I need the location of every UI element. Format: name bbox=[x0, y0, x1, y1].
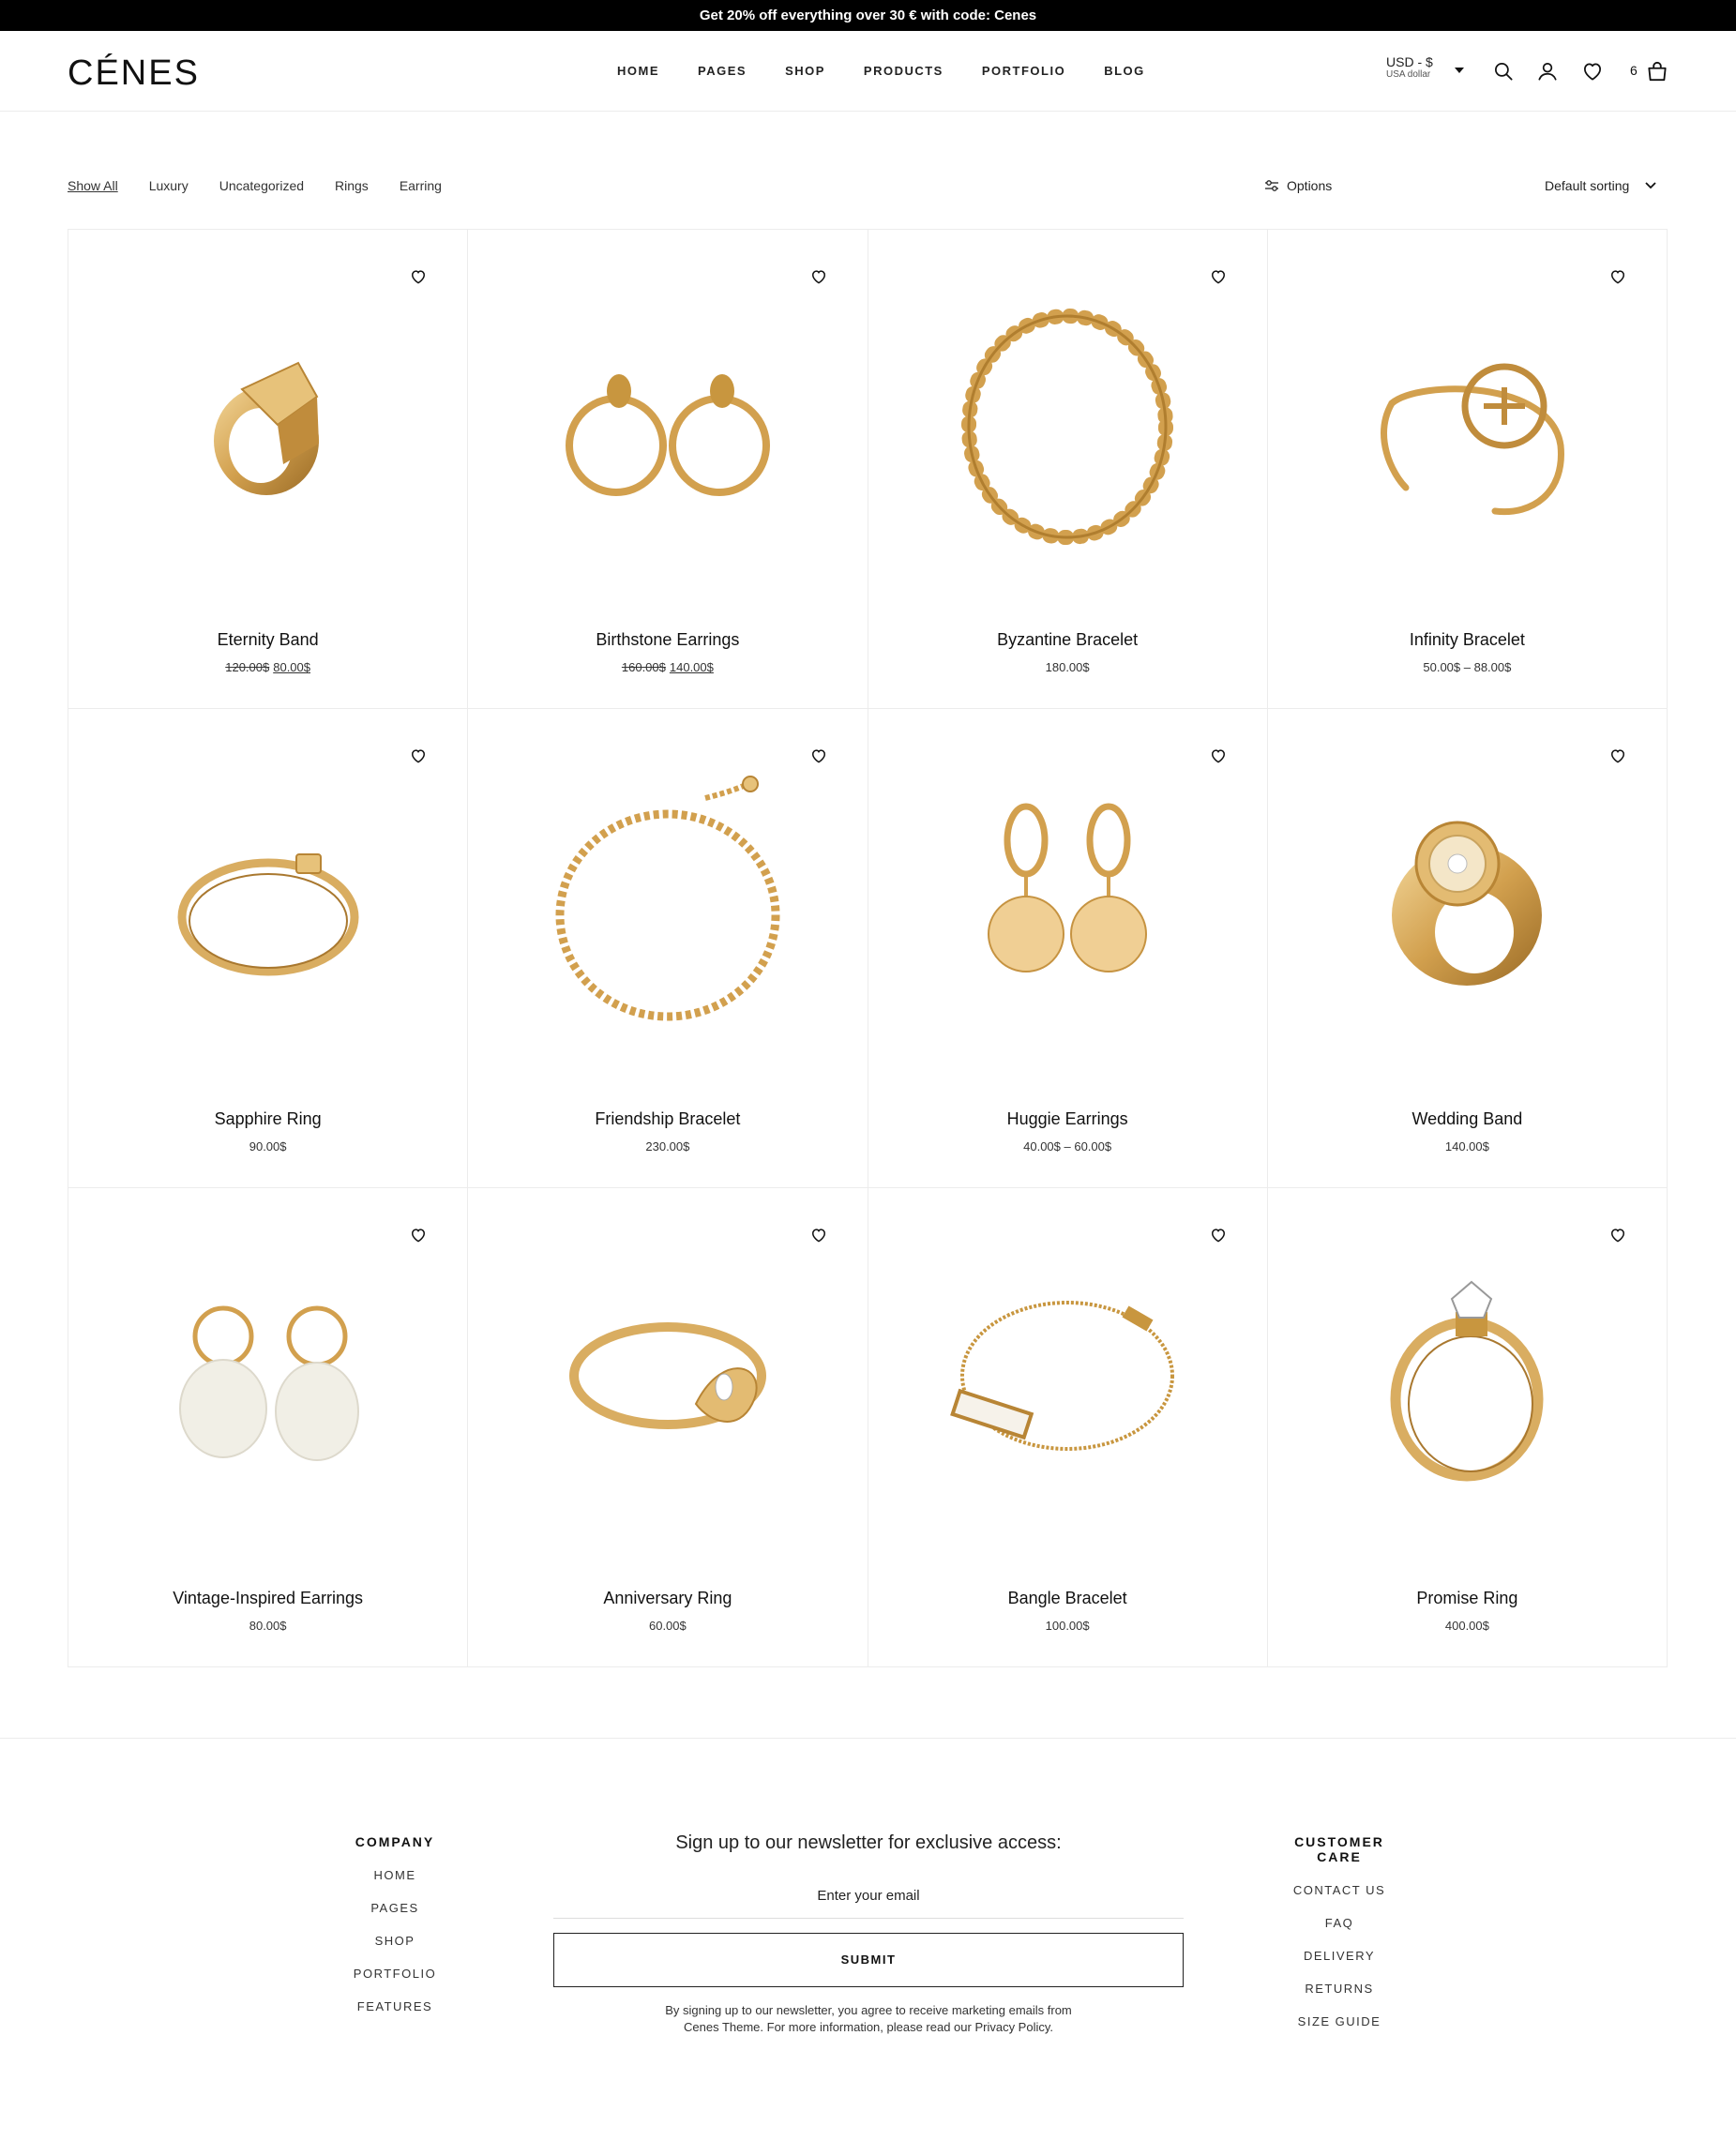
price-value: 60.00$ bbox=[648, 1619, 687, 1633]
wishlist-heart-icon[interactable] bbox=[409, 267, 428, 286]
product-card[interactable] bbox=[868, 709, 1268, 1188]
product-card[interactable] bbox=[68, 709, 468, 1188]
pearl-earrings-image[interactable] bbox=[137, 1244, 400, 1507]
sliders-icon bbox=[1264, 179, 1279, 192]
product-card[interactable] bbox=[868, 1188, 1268, 1667]
bypass-ring-image[interactable] bbox=[536, 1244, 799, 1507]
product-card[interactable] bbox=[1268, 1188, 1668, 1667]
newsletter-legal: By signing up to our newsletter, you agree to receive marketing emails from Cenes Theme. For more information, please read our Privacy Policy. bbox=[665, 2003, 1072, 2034]
product-price bbox=[868, 660, 1267, 674]
filter-luxury[interactable]: Luxury bbox=[148, 178, 189, 193]
currency-code: USD - $ bbox=[1386, 54, 1433, 69]
price-value: 50.00$ – 88.00$ bbox=[1423, 660, 1512, 674]
wishlist-heart-icon[interactable] bbox=[1608, 1226, 1627, 1244]
product-price bbox=[468, 660, 867, 674]
product-name[interactable]: Byzantine Bracelet bbox=[997, 630, 1139, 649]
product-name[interactable]: Friendship Bracelet bbox=[595, 1109, 741, 1128]
product-price bbox=[868, 1139, 1267, 1153]
footer-link-portfolio[interactable]: PORTFOLIO bbox=[353, 1967, 437, 1981]
nav-home[interactable]: HOME bbox=[617, 64, 659, 78]
announcement-text: Get 20% off everything over 30 € with code: Cenes bbox=[699, 8, 1037, 23]
price-value: 140.00$ bbox=[1444, 1139, 1489, 1153]
wrap-ring-image[interactable] bbox=[137, 765, 400, 1028]
solitaire-ring-image[interactable] bbox=[1336, 1244, 1598, 1507]
bar-bangle-image[interactable] bbox=[936, 1244, 1199, 1507]
signet-ring-image[interactable] bbox=[137, 286, 400, 549]
newsletter-signup bbox=[553, 1832, 1184, 2036]
product-name[interactable]: Eternity Band bbox=[217, 630, 319, 649]
category-filters bbox=[68, 178, 442, 193]
product-card[interactable] bbox=[468, 709, 868, 1188]
bead-bracelet-image[interactable] bbox=[936, 286, 1199, 549]
product-name[interactable]: Vintage-Inspired Earrings bbox=[173, 1589, 364, 1607]
price-value: 230.00$ bbox=[645, 1139, 690, 1153]
product-price bbox=[1268, 1139, 1667, 1153]
email-input[interactable]: Enter your email bbox=[553, 1880, 1184, 1919]
product-price bbox=[468, 1619, 867, 1633]
wishlist-heart-icon[interactable] bbox=[1608, 267, 1627, 286]
price-old: 160.00$ bbox=[621, 660, 666, 674]
search-icon[interactable] bbox=[1491, 59, 1516, 83]
footer-customer-care bbox=[1270, 1834, 1409, 2047]
price-sale: 80.00$ bbox=[273, 660, 310, 674]
open-cuff-image[interactable] bbox=[1336, 286, 1598, 549]
nav-portfolio[interactable]: PORTFOLIO bbox=[981, 64, 1066, 78]
wishlist-heart-icon[interactable] bbox=[1209, 1226, 1228, 1244]
currency-selector[interactable] bbox=[1386, 55, 1433, 80]
product-price bbox=[68, 660, 467, 674]
main-nav bbox=[617, 31, 1145, 111]
hoop-earrings-image[interactable] bbox=[536, 286, 799, 549]
footer-link-features[interactable]: FEATURES bbox=[356, 1999, 433, 2013]
product-name[interactable]: Wedding Band bbox=[1411, 1109, 1523, 1128]
footer-link-shop[interactable]: SHOP bbox=[374, 1934, 415, 1948]
footer-link-size-guide[interactable]: SIZE GUIDE bbox=[1297, 2014, 1381, 2028]
chevron-down-icon bbox=[1644, 181, 1657, 190]
product-price bbox=[468, 1139, 867, 1153]
filter-show-all[interactable]: Show All bbox=[68, 178, 118, 193]
price-sale: 140.00$ bbox=[669, 660, 714, 674]
footer-link-returns[interactable]: RETURNS bbox=[1305, 1982, 1374, 1996]
currency-name: USA dollar bbox=[1386, 69, 1431, 81]
footer-company-heading: COMPANY bbox=[355, 1834, 435, 1849]
filter-rings[interactable]: Rings bbox=[335, 178, 369, 193]
user-icon[interactable] bbox=[1535, 59, 1560, 83]
price-value: 40.00$ – 60.00$ bbox=[1023, 1139, 1112, 1153]
product-card[interactable] bbox=[68, 230, 468, 709]
sorting-label: Default sorting bbox=[1545, 178, 1630, 193]
footer-link-faq[interactable]: FAQ bbox=[1324, 1916, 1354, 1930]
wishlist-heart-icon[interactable] bbox=[1608, 746, 1627, 765]
product-name[interactable]: Infinity Bracelet bbox=[1409, 630, 1525, 649]
price-old: 120.00$ bbox=[225, 660, 270, 674]
footer-company bbox=[338, 1834, 452, 2032]
announcement-bar bbox=[0, 0, 1736, 31]
footer-link-home[interactable]: HOME bbox=[373, 1868, 416, 1882]
wishlist-heart-icon[interactable] bbox=[1209, 746, 1228, 765]
product-price bbox=[68, 1619, 467, 1633]
product-grid bbox=[68, 229, 1668, 1667]
price-value: 400.00$ bbox=[1444, 1619, 1489, 1633]
footer-care-heading: CUSTOMER CARE bbox=[1294, 1834, 1384, 1864]
wishlist-heart-icon[interactable] bbox=[809, 1226, 828, 1244]
product-card[interactable] bbox=[468, 230, 868, 709]
product-name[interactable]: Sapphire Ring bbox=[214, 1109, 322, 1128]
wishlist-heart-icon[interactable] bbox=[809, 746, 828, 765]
product-card[interactable] bbox=[868, 230, 1268, 709]
footer-link-contact[interactable]: CONTACT US bbox=[1292, 1883, 1386, 1897]
options-button[interactable] bbox=[1264, 178, 1332, 193]
product-card[interactable] bbox=[68, 1188, 468, 1667]
footer-link-delivery[interactable]: DELIVERY bbox=[1303, 1949, 1376, 1963]
product-name[interactable]: Birthstone Earrings bbox=[596, 630, 740, 649]
price-value: 100.00$ bbox=[1045, 1619, 1090, 1633]
product-price bbox=[1268, 660, 1667, 674]
nav-shop[interactable]: SHOP bbox=[785, 64, 825, 78]
pave-signet-image[interactable] bbox=[1336, 765, 1598, 1028]
chain-bracelet-image[interactable] bbox=[536, 765, 799, 1028]
product-price bbox=[868, 1619, 1267, 1633]
product-price bbox=[1268, 1619, 1667, 1633]
product-price bbox=[68, 1139, 467, 1153]
product-card[interactable] bbox=[1268, 230, 1668, 709]
price-value: 90.00$ bbox=[249, 1139, 287, 1153]
site-header bbox=[0, 31, 1736, 112]
product-card[interactable] bbox=[1268, 709, 1668, 1188]
cart-count[interactable]: 6 bbox=[1630, 63, 1638, 78]
price-value: 180.00$ bbox=[1045, 660, 1090, 674]
product-name[interactable]: Bangle Bracelet bbox=[1007, 1589, 1127, 1607]
options-label: Options bbox=[1287, 178, 1333, 193]
nav-pages[interactable]: PAGES bbox=[698, 64, 747, 78]
chevron-down-icon[interactable] bbox=[1455, 68, 1464, 73]
sorting-select[interactable] bbox=[1545, 178, 1657, 193]
filter-earring[interactable]: Earring bbox=[399, 178, 442, 193]
wishlist-heart-icon[interactable] bbox=[809, 267, 828, 286]
product-card[interactable] bbox=[468, 1188, 868, 1667]
wishlist-heart-icon[interactable] bbox=[409, 1226, 428, 1244]
brand-logo[interactable]: CÉNES bbox=[68, 53, 200, 93]
nav-blog[interactable]: BLOG bbox=[1104, 64, 1145, 78]
price-value: 80.00$ bbox=[249, 1619, 287, 1633]
submit-button[interactable]: SUBMIT bbox=[553, 1933, 1184, 1987]
wishlist-heart-icon[interactable] bbox=[1209, 267, 1228, 286]
nav-products[interactable]: PRODUCTS bbox=[863, 64, 943, 78]
footer-link-pages[interactable]: PAGES bbox=[370, 1901, 419, 1915]
product-name[interactable]: Anniversary Ring bbox=[603, 1589, 732, 1607]
site-footer bbox=[0, 1738, 1736, 2156]
bag-icon[interactable] bbox=[1645, 59, 1669, 83]
product-name[interactable]: Promise Ring bbox=[1416, 1589, 1518, 1607]
disc-earrings-image[interactable] bbox=[936, 765, 1199, 1028]
filter-uncategorized[interactable]: Uncategorized bbox=[219, 178, 305, 193]
wishlist-heart-icon[interactable] bbox=[409, 746, 428, 765]
heart-icon[interactable] bbox=[1580, 59, 1605, 83]
product-name[interactable]: Huggie Earrings bbox=[1006, 1109, 1128, 1128]
newsletter-title: Sign up to our newsletter for exclusive access: bbox=[675, 1832, 1062, 1853]
